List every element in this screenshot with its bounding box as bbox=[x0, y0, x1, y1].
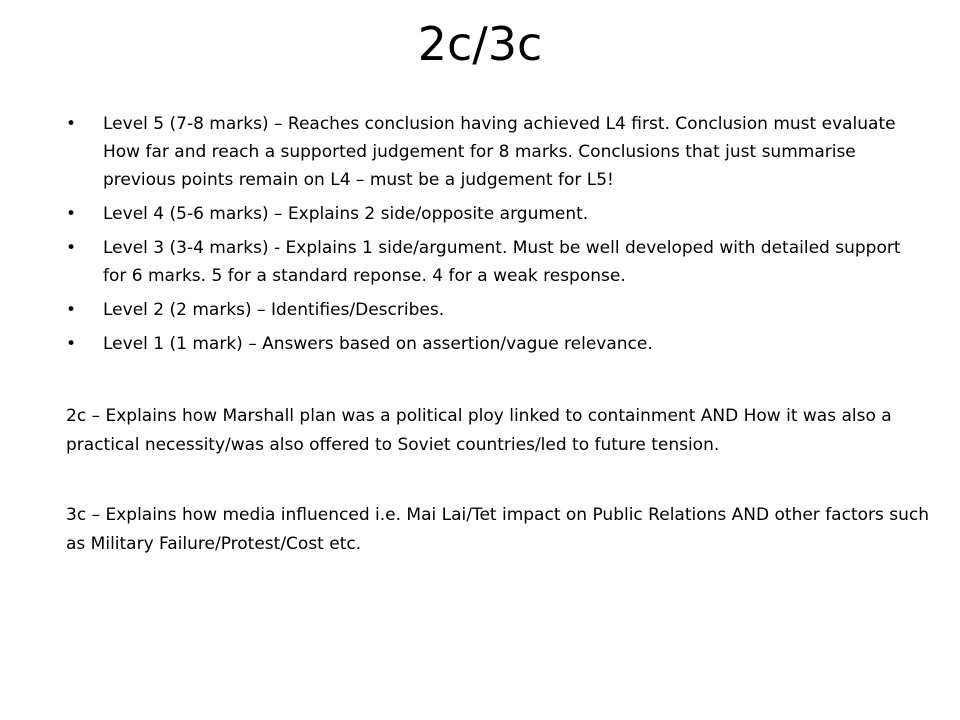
level-5-text: Level 5 (7-8 marks) – Reaches conclusion having achieved L4 first. Conclusion must evaluate How far and reach a supported judgement for 8 marks. Conclusions that just summarise previous points remain on L4 – must be a judgement for L5! bbox=[103, 114, 896, 190]
level-3-item bbox=[66, 234, 926, 290]
level-criteria-list bbox=[66, 110, 926, 364]
question-2c-paragraph: 2c – Explains how Marshall plan was a political ploy linked to containment AND How it was also a practical necessity/was also offered to Soviet countries/led to future tension. bbox=[66, 406, 892, 455]
bullet-icon: • bbox=[66, 334, 77, 354]
bullet-icon: • bbox=[66, 300, 77, 320]
level-4-item bbox=[66, 200, 926, 228]
level-4-text: Level 4 (5-6 marks) – Explains 2 side/opposite argument. bbox=[103, 204, 589, 224]
question-3c-paragraph: 3c – Explains how media influenced i.e. Mai Lai/Tet impact on Public Relations AND other factors such as Military Failure/Protest/Cost etc. bbox=[66, 505, 930, 554]
bullet-icon: • bbox=[66, 238, 77, 258]
bullet-icon: • bbox=[66, 204, 77, 224]
slide-title: 2c/3c bbox=[417, 17, 543, 71]
level-2-text: Level 2 (2 marks) – Identifies/Describes. bbox=[103, 300, 445, 320]
level-1-item bbox=[66, 330, 926, 358]
level-1-text: Level 1 (1 mark) – Answers based on assertion/vague relevance. bbox=[103, 334, 653, 354]
level-5-item bbox=[66, 110, 926, 194]
level-2-item bbox=[66, 296, 926, 324]
level-3-text: Level 3 (3-4 marks) - Explains 1 side/argument. Must be well developed with detailed support for 6 marks. 5 for a standard reponse. 4 for a weak response. bbox=[103, 238, 901, 286]
bullet-icon: • bbox=[66, 114, 77, 134]
